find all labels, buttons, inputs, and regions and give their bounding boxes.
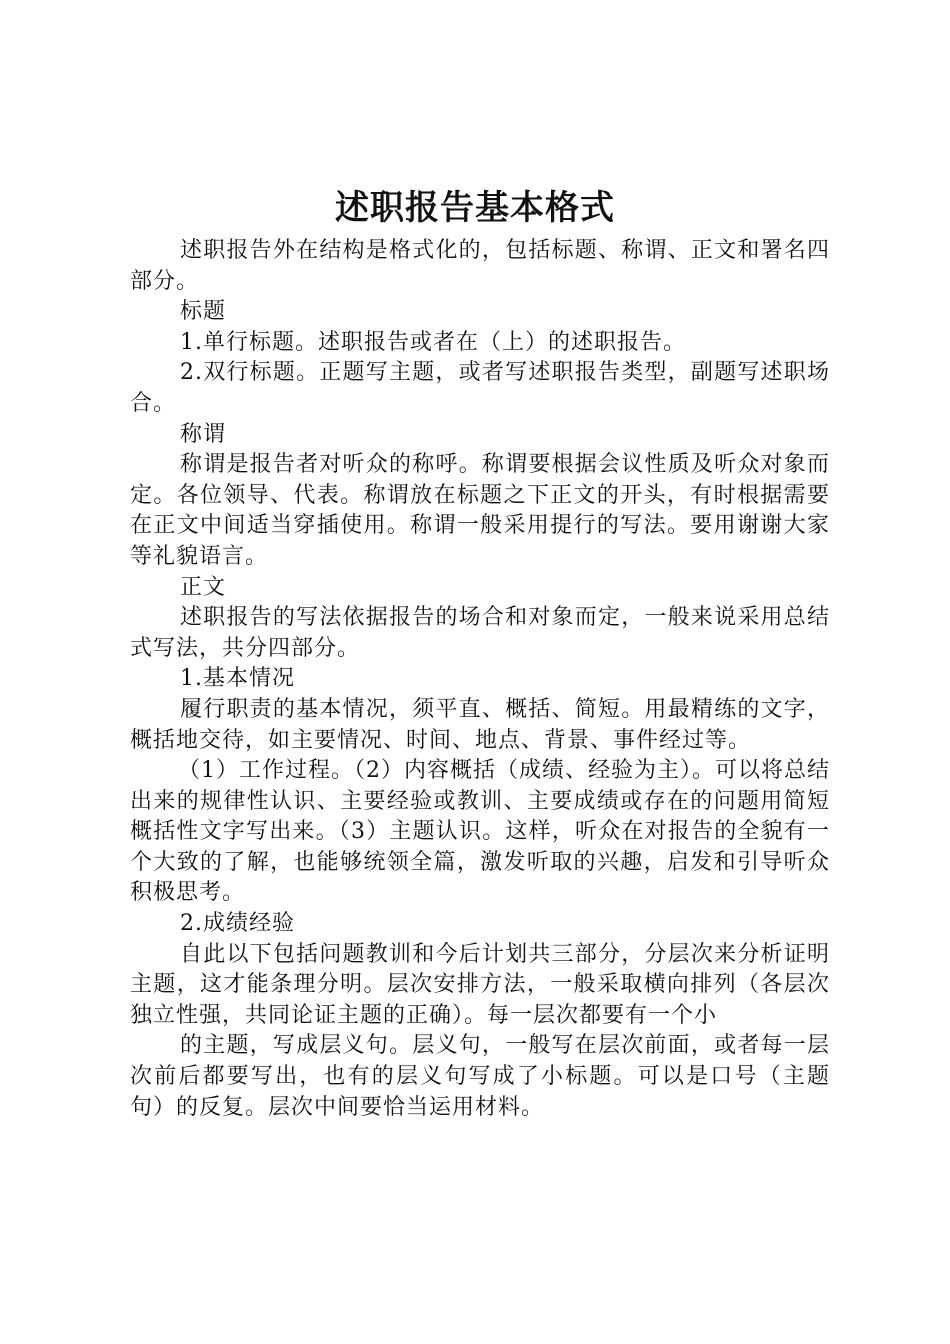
work-process-paragraph: （1）工作过程。（2）内容概括（成绩、经验为主）。可以将总结出来的规律性认识、主要经验或教训、主要成绩或存在的问题用简短概括性文字写出来。（3）主题认识。这样，听众在对报告的全貌有一个大致的了解，也能够统领全篇，激发听取的兴趣，启发和引导听众积极思考。 [130,758,830,906]
title-item-single-line: 1.单行标题。述职报告或者在（上）的述职报告。 [180,329,686,355]
basic-situation-paragraph: 履行职责的基本情况，须平直、概括、简短。用最精练的文字，概括地交待，如主要情况、时间、地点、背景、事件经过等。 [130,696,830,753]
title-item-double-line: 2.双行标题。正题写主题，或者写述职报告类型，副题写述职场合。 [130,360,830,416]
section-heading-title: 标题 [180,299,227,325]
intro-paragraph: 述职报告外在结构是格式化的，包括标题、称谓、正文和署名四部分。 [130,238,830,294]
achievements-paragraph: 自此以下包括问题教训和今后计划共三部分，分层次来分析证明主题，这才能条理分明。层次安排方法，一般采取横向排列（各层次独立性强，共同论证主题的正确）。每一层次都要有一个小 [130,941,830,1028]
document-title: 述职报告基本格式 [335,188,615,228]
salutation-paragraph: 称谓是报告者对听众的称呼。称谓要根据会议性质及听众对象而定。各位领导、代表。称谓放在标题之下正文的开头，有时根据需要在正文中间适当穿插使用。称谓一般采用提行的写法。要用谢谢大家等礼貌语言。 [130,452,830,569]
subheading-basic-situation: 1.基本情况 [180,666,295,692]
body-intro-paragraph: 述职报告的写法依据报告的场合和对象而定，一般来说采用总结式写法，共分四部分。 [130,605,830,661]
document-body [130,236,830,1123]
layer-sentence-paragraph: 的主题，写成层义句。层义句，一般写在层次前面，或者每一层次前后都要写出，也有的层义句写成了小标题。可以是口号（主题句）的反复。层次中间要恰当运用材料。 [130,1033,830,1120]
section-heading-body: 正文 [180,574,227,600]
section-heading-salutation: 称谓 [180,421,227,447]
subheading-achievements: 2.成绩经验 [180,911,295,937]
